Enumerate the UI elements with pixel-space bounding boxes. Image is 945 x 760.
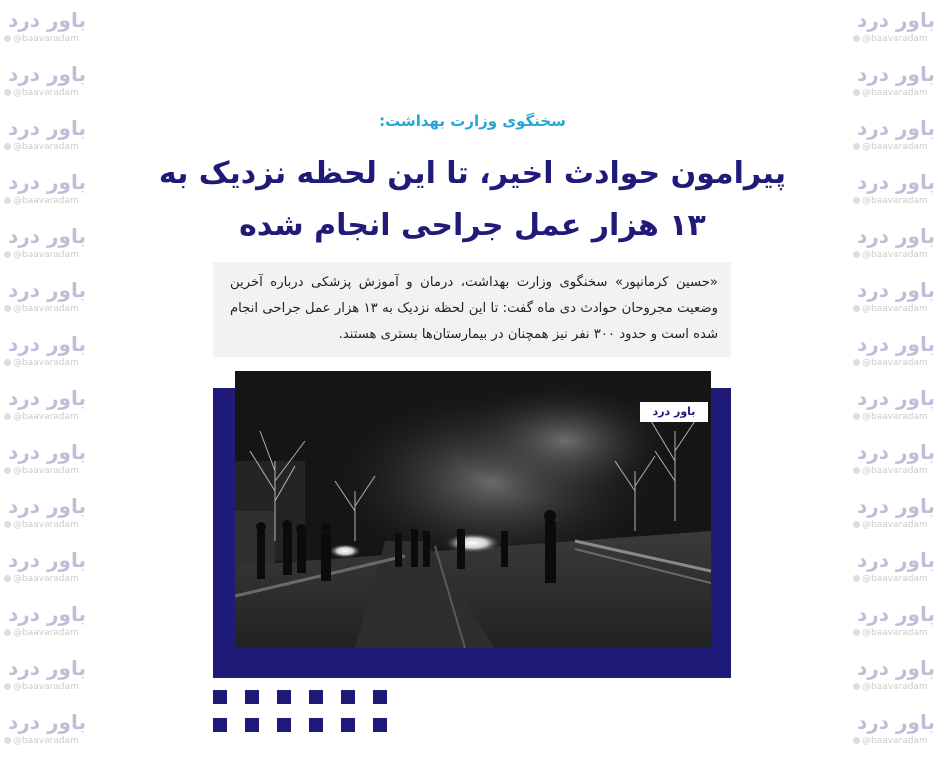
watermark-handle-text: @baavaradam — [13, 736, 79, 746]
watermark-tile — [0, 598, 96, 652]
watermark-handle-text: @baavaradam — [13, 88, 79, 98]
watermark-tile — [849, 220, 945, 274]
social-icon — [853, 143, 860, 150]
decorative-square — [277, 718, 291, 732]
social-icon — [4, 143, 11, 150]
watermark-logo: باور درد — [857, 278, 935, 302]
watermark-tile — [849, 58, 945, 112]
watermark-handle-text: @baavaradam — [862, 628, 928, 638]
decorative-square — [213, 718, 227, 732]
watermark-handle — [4, 736, 79, 746]
watermark-logo: باور درد — [857, 656, 935, 680]
watermark-logo: باور درد — [8, 548, 86, 572]
watermark-handle — [853, 736, 928, 746]
headline-line-1: پیرامون حوادث اخیر، تا این لحظه نزدیک به — [158, 156, 787, 191]
social-icon — [4, 359, 11, 366]
decorative-square — [373, 718, 387, 732]
watermark-tile — [0, 652, 96, 706]
photo-logo: باور درد — [640, 402, 708, 422]
watermark-tile — [0, 220, 96, 274]
watermark-logo: باور درد — [857, 386, 935, 410]
watermark-logo: باور درد — [857, 62, 935, 86]
social-icon — [4, 737, 11, 744]
watermark-handle-text: @baavaradam — [13, 574, 79, 584]
watermark-handle — [853, 682, 928, 692]
watermark-handle-text: @baavaradam — [13, 682, 79, 692]
watermark-logo: باور درد — [857, 8, 935, 32]
social-icon — [4, 197, 11, 204]
watermark-handle — [853, 88, 928, 98]
watermark-handle-text: @baavaradam — [13, 34, 79, 44]
watermark-handle — [853, 304, 928, 314]
watermark-handle — [853, 358, 928, 368]
watermark-handle-text: @baavaradam — [862, 304, 928, 314]
watermark-handle-text: @baavaradam — [13, 304, 79, 314]
social-icon — [853, 467, 860, 474]
decorative-square — [245, 690, 259, 704]
watermark-handle-text: @baavaradam — [862, 466, 928, 476]
watermark-handle — [853, 34, 928, 44]
watermark-logo: باور درد — [8, 602, 86, 626]
watermark-logo: باور درد — [857, 710, 935, 734]
watermark-handle — [4, 628, 79, 638]
social-icon — [4, 89, 11, 96]
watermark-handle-text: @baavaradam — [862, 88, 928, 98]
decorative-square — [277, 690, 291, 704]
watermark-handle-text: @baavaradam — [862, 196, 928, 206]
watermark-tile — [0, 166, 96, 220]
watermark-handle-text: @baavaradam — [862, 142, 928, 152]
watermark-handle — [853, 520, 928, 530]
watermark-handle — [4, 574, 79, 584]
social-icon — [853, 683, 860, 690]
watermark-handle-text: @baavaradam — [862, 520, 928, 530]
watermark-logo: باور درد — [8, 494, 86, 518]
watermark-tile — [849, 490, 945, 544]
watermark-handle-text: @baavaradam — [862, 34, 928, 44]
watermark-tile — [849, 706, 945, 760]
watermark-handle-text: @baavaradam — [13, 520, 79, 530]
social-icon — [4, 575, 11, 582]
watermark-handle-text: @baavaradam — [13, 628, 79, 638]
watermark-handle-text: @baavaradam — [13, 142, 79, 152]
watermark-tile — [0, 4, 96, 58]
watermark-logo: باور درد — [8, 170, 86, 194]
watermark-logo: باور درد — [857, 548, 935, 572]
watermark-handle-text: @baavaradam — [862, 682, 928, 692]
watermark-handle — [853, 250, 928, 260]
watermark-handle-text: @baavaradam — [862, 250, 928, 260]
watermark-tile — [0, 274, 96, 328]
watermark-handle — [853, 574, 928, 584]
watermark-handle — [4, 466, 79, 476]
watermark-logo: باور درد — [857, 170, 935, 194]
watermark-handle — [853, 142, 928, 152]
watermark-handle — [4, 412, 79, 422]
watermark-tile — [0, 58, 96, 112]
social-icon — [4, 251, 11, 258]
watermark-logo: باور درد — [8, 656, 86, 680]
watermark-handle — [4, 358, 79, 368]
watermark-handle-text: @baavaradam — [13, 358, 79, 368]
decorative-square — [309, 718, 323, 732]
headline — [150, 148, 795, 252]
watermark-logo: باور درد — [8, 224, 86, 248]
watermark-tile — [0, 544, 96, 598]
watermark-tile — [849, 166, 945, 220]
decorative-square — [341, 690, 355, 704]
watermark-handle — [4, 88, 79, 98]
decorative-square — [309, 690, 323, 704]
watermark-handle — [4, 142, 79, 152]
watermark-handle — [4, 304, 79, 314]
decorative-squares — [213, 690, 393, 740]
watermark-logo: باور درد — [8, 386, 86, 410]
watermark-logo: باور درد — [857, 602, 935, 626]
social-icon — [4, 467, 11, 474]
social-icon — [4, 35, 11, 42]
social-icon — [853, 305, 860, 312]
watermark-handle-text: @baavaradam — [862, 574, 928, 584]
watermark-tile — [0, 706, 96, 760]
watermark-handle-text: @baavaradam — [13, 466, 79, 476]
watermark-handle — [853, 628, 928, 638]
decorative-square — [245, 718, 259, 732]
watermark-handle — [853, 466, 928, 476]
social-icon — [853, 251, 860, 258]
watermark-handle-text: @baavaradam — [13, 196, 79, 206]
watermark-handle-text: @baavaradam — [862, 412, 928, 422]
watermark-tile — [0, 490, 96, 544]
decorative-square — [341, 718, 355, 732]
watermark-logo: باور درد — [857, 224, 935, 248]
decorative-square — [213, 690, 227, 704]
decorative-square — [373, 690, 387, 704]
watermark-handle-text: @baavaradam — [862, 736, 928, 746]
watermark-logo: باور درد — [857, 494, 935, 518]
watermark-tile — [0, 436, 96, 490]
watermark-logo: باور درد — [857, 440, 935, 464]
watermark-handle — [853, 196, 928, 206]
watermark-logo: باور درد — [8, 710, 86, 734]
watermark-tile — [849, 598, 945, 652]
watermark-handle — [853, 412, 928, 422]
watermark-handle — [4, 682, 79, 692]
social-icon — [853, 413, 860, 420]
watermark-logo: باور درد — [8, 62, 86, 86]
social-icon — [853, 575, 860, 582]
watermark-handle — [4, 196, 79, 206]
watermark-tile — [849, 4, 945, 58]
watermark-tile — [849, 274, 945, 328]
social-icon — [853, 737, 860, 744]
watermark-handle — [4, 520, 79, 530]
social-icon — [853, 89, 860, 96]
watermark-handle — [4, 34, 79, 44]
watermark-logo: باور درد — [857, 116, 935, 140]
watermark-handle-text: @baavaradam — [13, 412, 79, 422]
social-icon — [853, 629, 860, 636]
watermark-logo: باور درد — [8, 8, 86, 32]
watermark-logo: باور درد — [8, 116, 86, 140]
watermark-tile — [849, 328, 945, 382]
watermark-logo: باور درد — [8, 332, 86, 356]
social-icon — [853, 35, 860, 42]
watermark-handle-text: @baavaradam — [862, 358, 928, 368]
watermark-tile — [849, 382, 945, 436]
watermark-tile — [0, 382, 96, 436]
kicker-label: سخنگوی وزارت بهداشت: — [379, 112, 566, 130]
social-icon — [4, 521, 11, 528]
watermark-logo: باور درد — [8, 278, 86, 302]
headline-line-2: ۱۳ هزار عمل جراحی انجام شده — [239, 208, 706, 243]
social-icon — [4, 413, 11, 420]
watermark-tile — [849, 652, 945, 706]
social-icon — [853, 359, 860, 366]
watermark-handle-text: @baavaradam — [13, 250, 79, 260]
watermark-handle — [4, 250, 79, 260]
social-icon — [4, 305, 11, 312]
watermark-tile — [849, 436, 945, 490]
social-icon — [4, 683, 11, 690]
social-icon — [853, 197, 860, 204]
watermark-tile — [0, 328, 96, 382]
watermark-logo: باور درد — [8, 440, 86, 464]
body-text: «حسین کرمانپور» سخنگوی وزارت بهداشت، درمان و آموزش پزشکی درباره آخرین وضعیت مجروحان حوادث دی ماه گفت: تا این لحظه نزدیک به ۱۳ هزار عمل جراحی انجام شده است و حدود ۳۰۰ نفر نیز همچنان در بیمارستان‌ها بستری هستند. — [230, 275, 718, 342]
watermark-logo: باور درد — [857, 332, 935, 356]
social-icon — [4, 629, 11, 636]
social-icon — [853, 521, 860, 528]
watermark-tile — [849, 544, 945, 598]
